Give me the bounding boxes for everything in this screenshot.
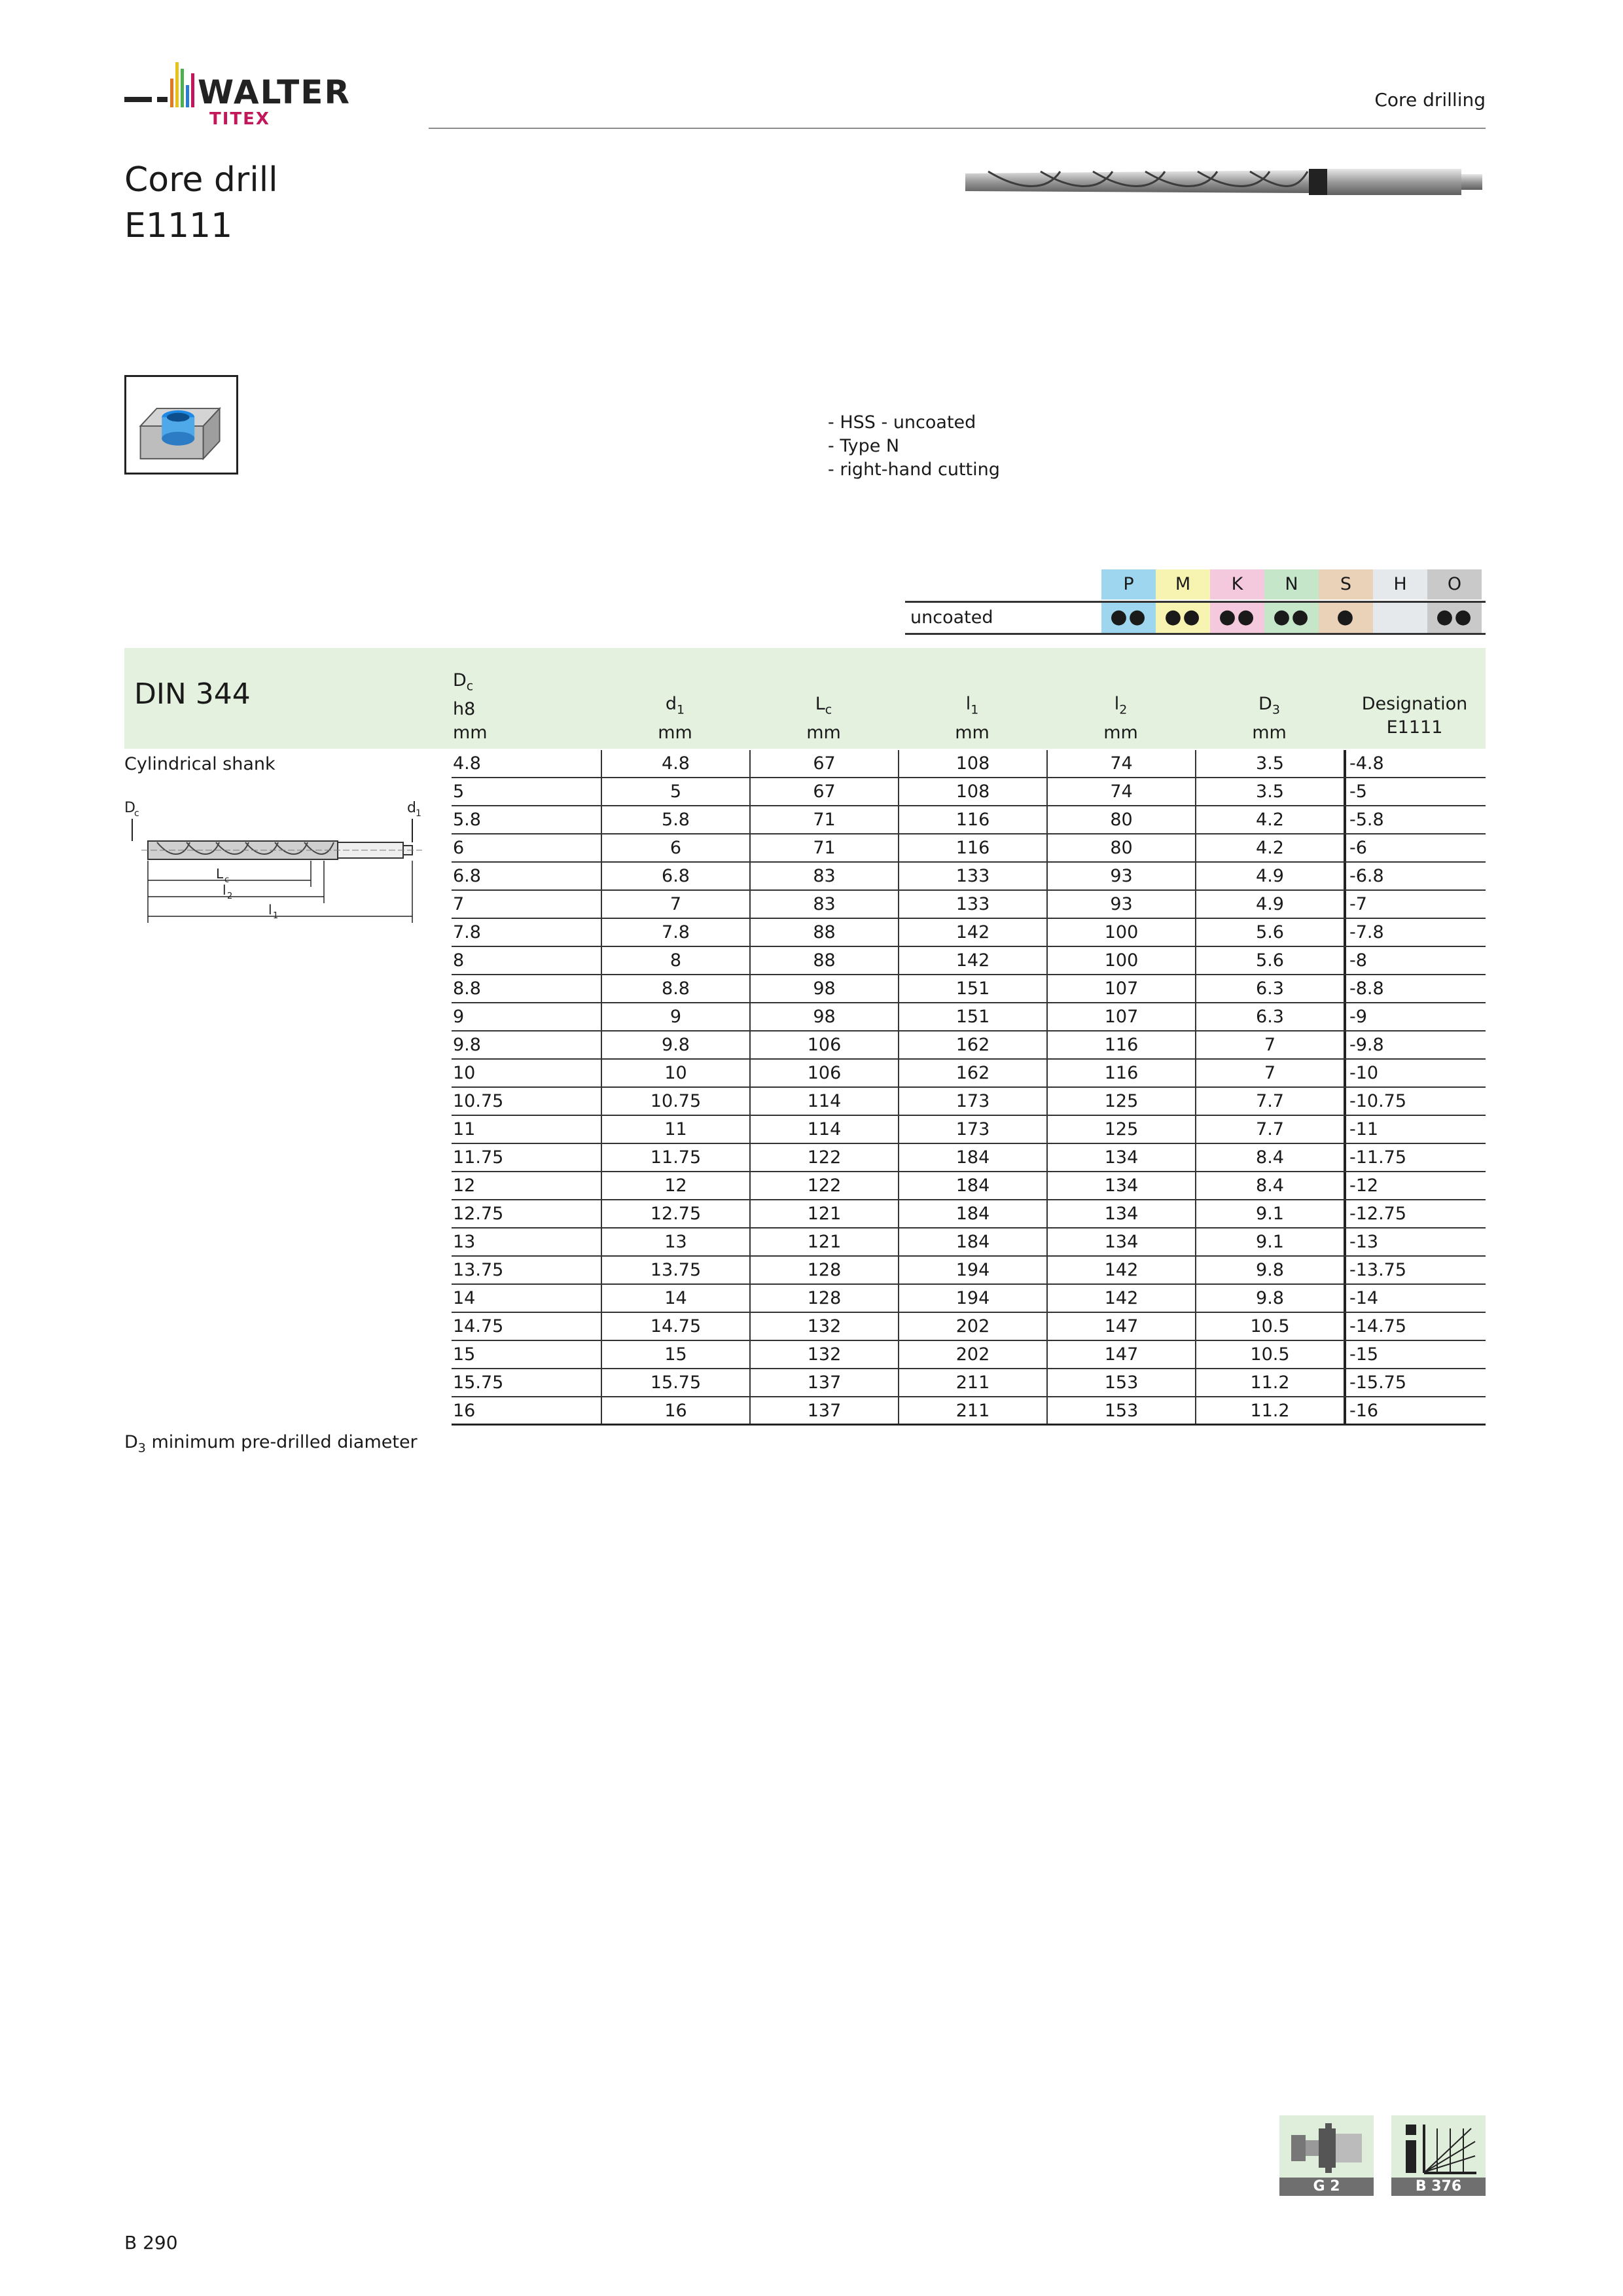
column-header-dc: $D_c$ h8 mm [453, 670, 488, 744]
table-cell: 13 [453, 1232, 476, 1252]
table-cell: 114 [749, 1088, 898, 1115]
table-cell: 184 [898, 1144, 1046, 1171]
table-cell: 7.8 [453, 922, 481, 942]
table-cell: 5.8 [453, 810, 481, 830]
table-cell: 7.7 [1195, 1088, 1344, 1115]
table-row [452, 1060, 1486, 1088]
table-row [452, 1003, 1486, 1031]
table-cell: 5 [453, 781, 465, 802]
column-header-l2: $l_2$ mm [1103, 694, 1138, 744]
table-cell: 128 [749, 1285, 898, 1312]
svg-text:l: l [268, 902, 272, 918]
table-cell: -9.8 [1344, 1031, 1486, 1058]
table-cell: -12 [1344, 1172, 1486, 1199]
table-cell: 8.4 [1195, 1172, 1344, 1199]
feature-list [828, 411, 1000, 482]
title-line-2: E1111 [124, 206, 233, 245]
table-row [452, 806, 1486, 834]
material-group-k: K [1210, 569, 1264, 600]
table-cell: 14.75 [601, 1313, 749, 1340]
table-cell: 7.8 [601, 919, 749, 946]
table-cell: 9.8 [601, 1031, 749, 1058]
material-group-h: H [1373, 569, 1427, 600]
table-cell: 11 [453, 1119, 476, 1139]
core-drilling-application-icon [124, 375, 238, 475]
table-cell: 14 [601, 1285, 749, 1312]
table-cell: 134 [1046, 1144, 1195, 1171]
table-cell: 106 [749, 1060, 898, 1086]
table-cell: 12.75 [601, 1200, 749, 1227]
material-group-o: O [1427, 569, 1482, 600]
table-cell: 10 [601, 1060, 749, 1086]
table-row [452, 947, 1486, 975]
table-cell: 125 [1046, 1116, 1195, 1143]
table-cell: 116 [898, 806, 1046, 833]
suitability-o: ●● [1427, 603, 1482, 633]
table-cell: 3.5 [1195, 750, 1344, 777]
table-cell: -6 [1344, 834, 1486, 861]
table-cell: 202 [898, 1313, 1046, 1340]
suitability-p: ●● [1101, 603, 1156, 633]
table-cell: 211 [898, 1397, 1046, 1424]
table-cell: 5 [601, 778, 749, 805]
table-cell: 11.2 [1195, 1397, 1344, 1424]
svg-text:L: L [216, 866, 224, 882]
table-cell: -6.8 [1344, 863, 1486, 889]
table-cell: 7 [1195, 1031, 1344, 1058]
table-row [452, 919, 1486, 947]
table-cell: -5.8 [1344, 806, 1486, 833]
suitability-s: ● [1319, 603, 1373, 633]
section-title: Core drilling [1374, 89, 1486, 111]
table-cell: 67 [749, 778, 898, 805]
standard-label: DIN 344 [134, 677, 251, 711]
svg-text:c: c [224, 875, 230, 885]
table-cell: 194 [898, 1285, 1046, 1312]
table-row [452, 1397, 1486, 1426]
table-cell: 71 [749, 834, 898, 861]
table-cell: 4.9 [1195, 863, 1344, 889]
table-cell: 122 [749, 1144, 898, 1171]
table-cell: -10.75 [1344, 1088, 1486, 1115]
table-cell: 15.75 [601, 1369, 749, 1396]
table-cell: 184 [898, 1229, 1046, 1255]
table-cell: -5 [1344, 778, 1486, 805]
walter-titex-logo [124, 59, 406, 131]
table-cell: 9 [601, 1003, 749, 1030]
table-cell: 98 [749, 1003, 898, 1030]
table-cell: -8.8 [1344, 975, 1486, 1002]
svg-text:c: c [134, 808, 139, 819]
table-cell: -16 [1344, 1397, 1486, 1424]
table-cell: 114 [749, 1116, 898, 1143]
table-cell: 71 [749, 806, 898, 833]
table-cell: -8 [1344, 947, 1486, 974]
table-cell: -14.75 [1344, 1313, 1486, 1340]
table-cell: 88 [749, 947, 898, 974]
footnote: $D_3$ minimum pre-drilled diameter [124, 1432, 418, 1456]
header-divider [429, 128, 1486, 129]
table-row [452, 834, 1486, 863]
table-cell: 134 [1046, 1172, 1195, 1199]
table-cell: 9.8 [1195, 1285, 1344, 1312]
table-cell: 12.75 [453, 1204, 504, 1224]
table-cell: 211 [898, 1369, 1046, 1396]
table-row [452, 1172, 1486, 1200]
table-cell: 9 [453, 1007, 465, 1027]
table-cell: 15 [601, 1341, 749, 1368]
table-cell: 128 [749, 1257, 898, 1283]
table-cell: 107 [1046, 1003, 1195, 1030]
table-cell: 8 [453, 950, 465, 971]
table-cell: 184 [898, 1200, 1046, 1227]
table-cell: 9.1 [1195, 1229, 1344, 1255]
table-cell: 6.8 [601, 863, 749, 889]
table-row [452, 1088, 1486, 1116]
table-cell: 147 [1046, 1313, 1195, 1340]
table-cell: 9.8 [1195, 1257, 1344, 1283]
table-cell: 80 [1046, 806, 1195, 833]
material-suitability-row [905, 601, 1486, 635]
table-cell: 13.75 [601, 1257, 749, 1283]
material-group-m: M [1156, 569, 1210, 600]
table-cell: 121 [749, 1200, 898, 1227]
table-cell: 162 [898, 1060, 1046, 1086]
table-cell: 4.9 [1195, 891, 1344, 918]
suitability-m: ●● [1156, 603, 1210, 633]
table-cell: 14.75 [453, 1316, 504, 1336]
table-row [452, 863, 1486, 891]
material-group-n: N [1264, 569, 1319, 600]
page-number: B 290 [124, 2232, 178, 2253]
table-cell: 8.4 [1195, 1144, 1344, 1171]
dimension-table [452, 750, 1486, 1426]
table-row [452, 1116, 1486, 1144]
table-cell: 142 [898, 919, 1046, 946]
table-cell: 7 [1195, 1060, 1344, 1086]
table-cell: 12 [601, 1172, 749, 1199]
table-cell: -13.75 [1344, 1257, 1486, 1283]
table-cell: 74 [1046, 750, 1195, 777]
column-header-d1: $d_1$ mm [658, 694, 692, 744]
table-cell: 106 [749, 1031, 898, 1058]
table-cell: 13.75 [453, 1260, 504, 1280]
material-group-s: S [1319, 569, 1373, 600]
page-title [124, 157, 278, 249]
table-cell: 153 [1046, 1369, 1195, 1396]
table-cell: 147 [1046, 1341, 1195, 1368]
table-cell: -7.8 [1344, 919, 1486, 946]
table-cell: -7 [1344, 891, 1486, 918]
table-cell: 5.6 [1195, 919, 1344, 946]
column-header-d3: $D_3$ mm [1252, 694, 1287, 744]
table-cell: 132 [749, 1341, 898, 1368]
table-cell: 108 [898, 750, 1046, 777]
table-cell: 6 [453, 838, 465, 858]
table-cell: 93 [1046, 863, 1195, 889]
table-cell: 74 [1046, 778, 1195, 805]
feature-item: - HSS - uncoated [828, 412, 976, 433]
table-cell: 10.5 [1195, 1313, 1344, 1340]
table-cell: 134 [1046, 1200, 1195, 1227]
table-cell: 10.5 [1195, 1341, 1344, 1368]
table-cell: 137 [749, 1397, 898, 1424]
table-row [452, 975, 1486, 1003]
table-cell: 16 [601, 1397, 749, 1424]
table-cell: 125 [1046, 1088, 1195, 1115]
table-cell: 4.8 [453, 753, 481, 774]
table-cell: 3.5 [1195, 778, 1344, 805]
table-row [452, 1144, 1486, 1172]
svg-text:TITEX: TITEX [209, 109, 270, 129]
feature-item: - right-hand cutting [828, 459, 1000, 480]
table-cell: 10.75 [453, 1091, 504, 1111]
table-cell: -15.75 [1344, 1369, 1486, 1396]
table-cell: 6.3 [1195, 1003, 1344, 1030]
table-cell: -10 [1344, 1060, 1486, 1086]
table-cell: 5.8 [601, 806, 749, 833]
table-cell: -12.75 [1344, 1200, 1486, 1227]
table-cell: 13 [601, 1229, 749, 1255]
table-row [452, 1257, 1486, 1285]
table-cell: 202 [898, 1341, 1046, 1368]
table-cell: 9.1 [1195, 1200, 1344, 1227]
svg-text:2: 2 [227, 891, 233, 901]
table-cell: 83 [749, 863, 898, 889]
table-cell: 122 [749, 1172, 898, 1199]
table-row [452, 1313, 1486, 1341]
table-cell: 16 [453, 1401, 476, 1421]
table-cell: 116 [1046, 1060, 1195, 1086]
table-cell: 4.8 [601, 750, 749, 777]
suitability-k: ●● [1210, 603, 1264, 633]
table-cell: -13 [1344, 1229, 1486, 1255]
table-cell: 8.8 [601, 975, 749, 1002]
table-cell: -4.8 [1344, 750, 1486, 777]
table-cell: 67 [749, 750, 898, 777]
shank-type-label: Cylindrical shank [124, 754, 276, 774]
table-cell: 153 [1046, 1397, 1195, 1424]
table-cell: 11.75 [601, 1144, 749, 1171]
table-row [452, 891, 1486, 919]
table-cell: 151 [898, 1003, 1046, 1030]
table-cell: 121 [749, 1229, 898, 1255]
table-row [452, 1200, 1486, 1229]
table-cell: 133 [898, 863, 1046, 889]
table-row [452, 778, 1486, 806]
table-cell: 173 [898, 1116, 1046, 1143]
drill-photo [962, 157, 1486, 206]
table-cell: 107 [1046, 975, 1195, 1002]
table-cell: 142 [1046, 1285, 1195, 1312]
reference-label-g2[interactable]: G 2 [1279, 2178, 1374, 2196]
table-cell: -14 [1344, 1285, 1486, 1312]
table-cell: 10 [453, 1063, 476, 1083]
table-cell: 15 [453, 1344, 476, 1365]
table-cell: 134 [1046, 1229, 1195, 1255]
table-cell: 10.75 [601, 1088, 749, 1115]
material-header-spacer [905, 569, 1101, 600]
table-cell: 98 [749, 975, 898, 1002]
table-cell: 88 [749, 919, 898, 946]
table-row [452, 750, 1486, 778]
coating-label: uncoated [910, 607, 993, 628]
table-cell: 9.8 [453, 1035, 481, 1055]
table-cell: 4.2 [1195, 834, 1344, 861]
table-cell: -9 [1344, 1003, 1486, 1030]
table-cell: 132 [749, 1313, 898, 1340]
table-cell: 142 [1046, 1257, 1195, 1283]
svg-text:d: d [407, 800, 416, 816]
svg-text:1: 1 [416, 808, 421, 819]
svg-text:l: l [223, 882, 226, 898]
table-cell: 93 [1046, 891, 1195, 918]
table-cell: 11.2 [1195, 1369, 1344, 1396]
column-header-l1: $l_1$ mm [955, 694, 990, 744]
table-cell: 100 [1046, 919, 1195, 946]
table-cell: 83 [749, 891, 898, 918]
table-cell: 142 [898, 947, 1046, 974]
table-cell: 6.3 [1195, 975, 1344, 1002]
table-cell: -11.75 [1344, 1144, 1486, 1171]
feature-item: - Type N [828, 436, 900, 456]
table-cell: 11.75 [453, 1147, 504, 1168]
table-row [452, 1341, 1486, 1369]
table-cell: 151 [898, 975, 1046, 1002]
table-cell: -11 [1344, 1116, 1486, 1143]
table-cell: 108 [898, 778, 1046, 805]
svg-text:WALTER: WALTER [198, 73, 351, 111]
table-cell: 184 [898, 1172, 1046, 1199]
table-row [452, 1229, 1486, 1257]
material-group-p: P [1101, 569, 1156, 600]
drill-dimension-diagram [124, 795, 425, 926]
table-cell: 7.7 [1195, 1116, 1344, 1143]
table-cell: 194 [898, 1257, 1046, 1283]
table-row [452, 1031, 1486, 1060]
table-cell: 11 [601, 1116, 749, 1143]
column-header-designation: Designation E1111 [1361, 694, 1468, 738]
table-cell: 80 [1046, 834, 1195, 861]
table-cell: 116 [1046, 1031, 1195, 1058]
table-cell: 14 [453, 1288, 476, 1308]
table-cell: 15.75 [453, 1372, 504, 1393]
table-cell: 6.8 [453, 866, 481, 886]
suitability-h [1373, 603, 1427, 633]
table-cell: 7 [601, 891, 749, 918]
table-cell: 116 [898, 834, 1046, 861]
material-group-header [905, 569, 1486, 600]
table-cell: 7 [453, 894, 465, 914]
table-cell: 12 [453, 1175, 476, 1196]
table-cell: 137 [749, 1369, 898, 1396]
table-cell: 100 [1046, 947, 1195, 974]
table-cell: 4.2 [1195, 806, 1344, 833]
table-cell: 6 [601, 834, 749, 861]
table-row [452, 1369, 1486, 1397]
table-row [452, 1285, 1486, 1313]
table-cell: 162 [898, 1031, 1046, 1058]
table-cell: 8 [601, 947, 749, 974]
table-cell: 8.8 [453, 978, 481, 999]
table-cell: 133 [898, 891, 1046, 918]
suitability-n: ●● [1264, 603, 1319, 633]
table-cell: -15 [1344, 1341, 1486, 1368]
title-line-1: Core drill [124, 160, 278, 200]
column-header-lc: $L_c$ mm [806, 694, 841, 744]
table-cell: 173 [898, 1088, 1046, 1115]
table-cell: 5.6 [1195, 947, 1344, 974]
svg-text:D: D [124, 800, 135, 816]
reference-label-b376[interactable]: B 376 [1391, 2178, 1486, 2196]
svg-text:1: 1 [273, 911, 279, 921]
